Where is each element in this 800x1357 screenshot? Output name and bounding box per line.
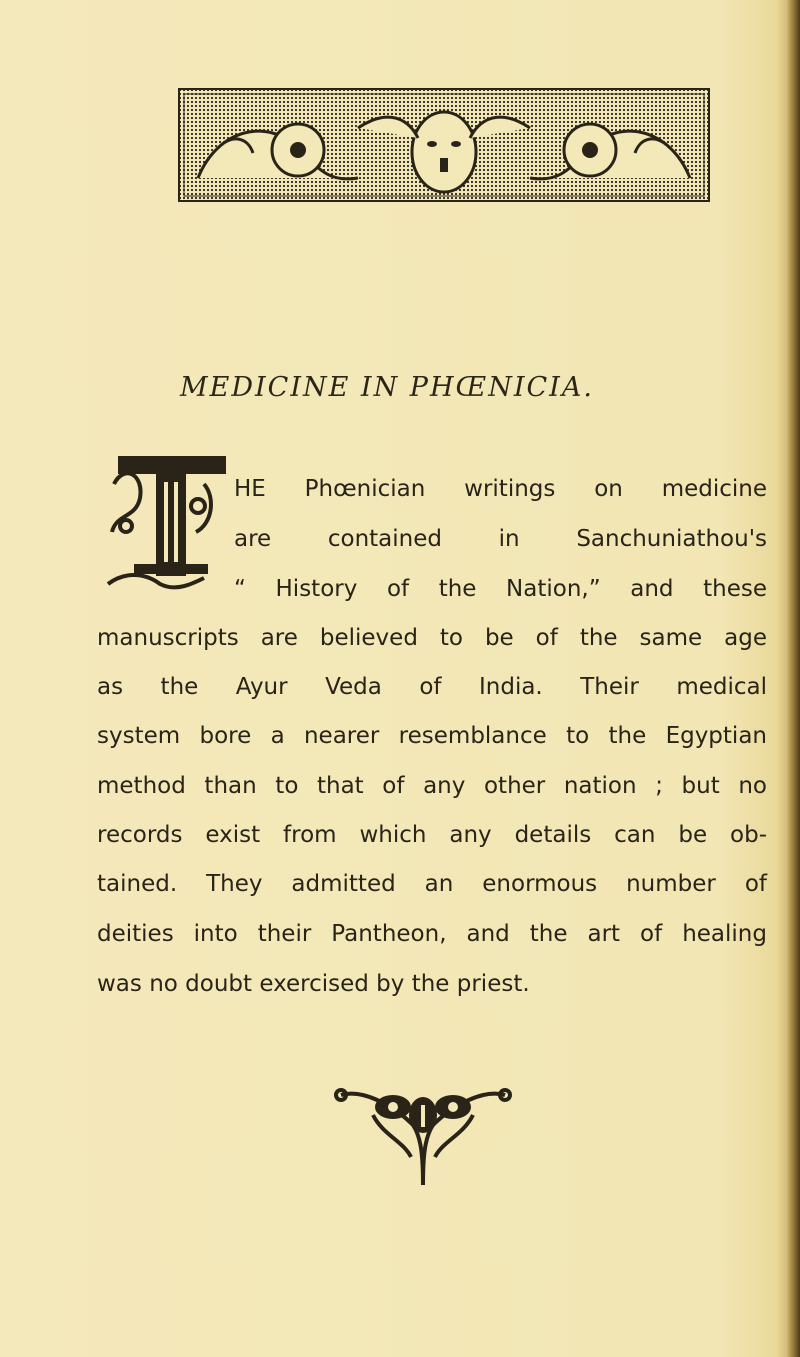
text-line: are contained in Sanchuniathou's xyxy=(234,526,767,552)
text-line: manuscripts are believed to be of the same age xyxy=(97,625,767,651)
ornamental-headpiece-icon xyxy=(178,88,710,202)
chapter-title: MEDICINE IN PHŒNICIA. xyxy=(180,372,594,403)
ornamental-tailpiece-icon xyxy=(333,1085,513,1189)
text-line: system bore a nearer resemblance to the Egyptian xyxy=(97,723,767,749)
text-line: was no doubt exercised by the priest. xyxy=(97,971,530,997)
text-line: records exist from which any details can be ob- xyxy=(97,822,767,848)
text-line: HE Phœnician writings on medicine xyxy=(234,476,767,502)
text-line: method than to that of any other nation ; but no xyxy=(97,773,767,799)
text-line: tained. They admitted an enormous number of xyxy=(97,871,767,897)
text-line: deities into their Pantheon, and the art of healing xyxy=(97,921,767,947)
text-line: as the Ayur Veda of India. Their medical xyxy=(97,674,767,700)
page-edge-shadow xyxy=(786,0,800,1357)
decorative-initial-t-icon xyxy=(104,454,228,592)
text-line: “ History of the Nation,” and these xyxy=(234,576,767,602)
